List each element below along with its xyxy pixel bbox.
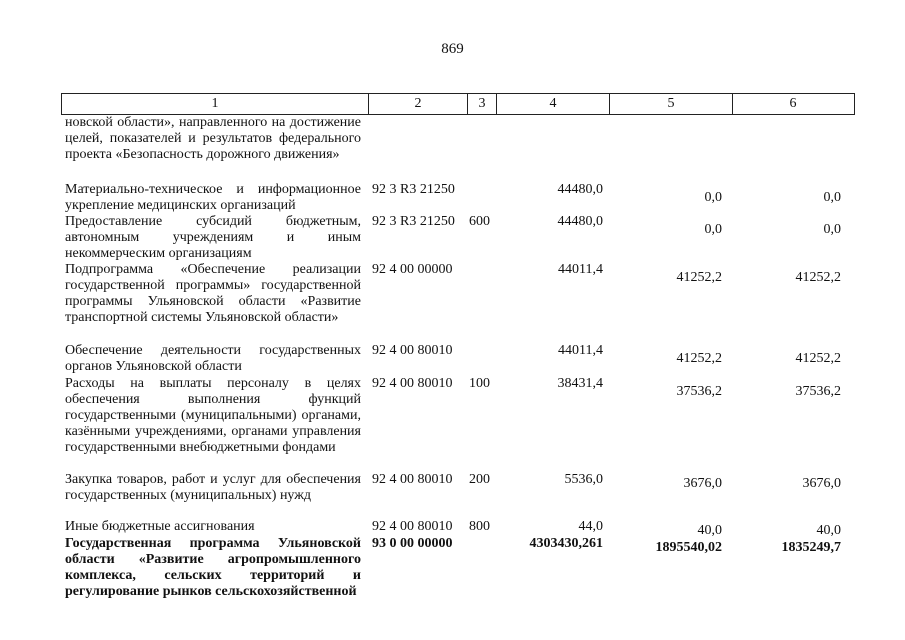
- row-value-6: 41252,2: [795, 351, 841, 366]
- row-name: Иные бюджетные ассигнования: [65, 519, 255, 534]
- row-value-6: 40,0: [816, 523, 841, 538]
- row-code: 92 4 00 80010: [372, 472, 453, 487]
- row-code: 92 4 00 00000: [372, 262, 453, 277]
- row-value-5: 37536,2: [676, 384, 722, 399]
- row-code: 92 3 R3 21250: [372, 182, 455, 197]
- header-col-4: 4: [497, 94, 610, 114]
- row-value-4: 38431,4: [557, 376, 603, 391]
- table-header: [61, 93, 855, 115]
- row-value-4: 44011,4: [558, 262, 603, 277]
- header-col-6: 6: [789, 96, 797, 111]
- row-value-6: 0,0: [823, 222, 841, 237]
- row-name: Предоставление субсидий бюджетным, автономным учреждениям и иным некоммерческим организациям: [65, 214, 361, 261]
- row-type: 100: [469, 376, 490, 391]
- row-code: 92 4 00 80010: [372, 519, 453, 534]
- row-value-4: 44480,0: [557, 182, 603, 197]
- row-type: 200: [469, 472, 490, 487]
- row-value-5: 41252,2: [676, 351, 722, 366]
- row-type: 600: [469, 214, 490, 229]
- row-value-4: 5536,0: [564, 472, 603, 487]
- row-name: Обеспечение деятельности государственных органов Ульяновской области: [65, 343, 361, 374]
- row-name: новской области», направленного на достижение целей, показателей и результатов федерального проекта «Безопасность дорожного движения»: [65, 115, 361, 162]
- row-value-6: 1835249,7: [781, 540, 841, 555]
- header-col-3: 3: [468, 94, 497, 114]
- row-value-6: 37536,2: [795, 384, 841, 399]
- row-name: Расходы на выплаты персоналу в целях обеспечения выполнения функций государственными (муниципальными) органами, казёнными учреждениями, органами управления государственными внебюджетными фондами: [65, 376, 361, 455]
- row-value-4: 44011,4: [558, 343, 603, 358]
- row-code: 92 4 00 80010: [372, 343, 453, 358]
- row-value-4: 44480,0: [557, 214, 603, 229]
- row-value-5: 3676,0: [683, 476, 722, 491]
- header-col-2: 2: [369, 94, 468, 114]
- row-value-5: 0,0: [704, 222, 722, 237]
- row-name: Закупка товаров, работ и услуг для обеспечения государственных (муниципальных) нужд: [65, 472, 361, 503]
- row-value-6: 41252,2: [795, 270, 841, 285]
- header-col-1: 1: [62, 94, 369, 114]
- row-value-6: 0,0: [823, 190, 841, 205]
- row-name: Материально-техническое и информационное укрепление медицинских организаций: [65, 182, 361, 213]
- row-code: 92 4 00 80010: [372, 376, 453, 391]
- row-code: 92 3 R3 21250: [372, 214, 455, 229]
- row-value-4: 44,0: [578, 519, 603, 534]
- row-value-5: 40,0: [697, 523, 722, 538]
- header-col-5: 5: [610, 94, 733, 114]
- page-number: 869: [441, 41, 464, 57]
- row-type: 800: [469, 519, 490, 534]
- row-value-5: 0,0: [704, 190, 722, 205]
- row-code: 93 0 00 00000: [372, 536, 453, 551]
- row-value-4: 4303430,261: [529, 536, 603, 551]
- row-value-5: 41252,2: [676, 270, 722, 285]
- row-value-6: 3676,0: [802, 476, 841, 491]
- row-name: Подпрограмма «Обеспечение реализации государственной программы» государственной программы Ульяновской области «Развитие транспортной системы Ульяновской области»: [65, 262, 361, 325]
- row-name: Государственная программа Ульяновской области «Развитие агропромышленного комплекса, сельских территорий и регулирование рынков сельскохозяйственной: [65, 536, 361, 599]
- row-value-5: 1895540,02: [655, 540, 722, 555]
